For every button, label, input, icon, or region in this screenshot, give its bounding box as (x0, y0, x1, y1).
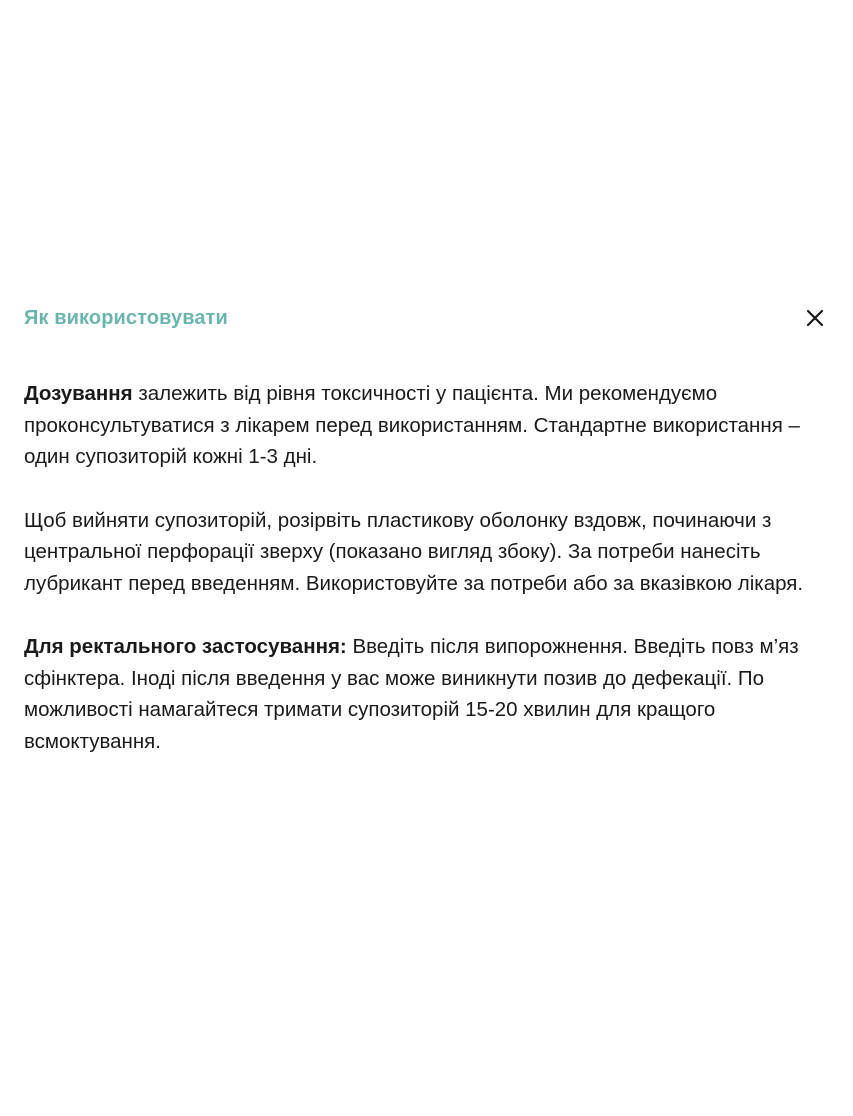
dosage-text: залежить від рівня токсичності у пацієнта. Ми рекомендуємо проконсультуватися з лікарем перед використанням. Стандартне використання – один супозиторій кожні 1-3 дні. (24, 382, 800, 468)
removal-text: Щоб вийняти супозиторій, розірвіть пластикову оболонку вздовж, починаючи з центральної перфорації зверху (показано вигляд збоку). За потреби нанесіть лубрикант перед введенням. Використовуйте за потреби або за вказівкою лікаря. (24, 508, 804, 595)
rectal-use-paragraph (24, 631, 831, 757)
close-button[interactable] (801, 304, 829, 332)
dosage-heading: Дозування (24, 382, 133, 405)
rectal-use-text: Введіть після випорожнення. Введіть повз м’яз сфінктера. Іноді після введення у вас може виникнути позив до дефекації. По можливості намагайтеся тримати супозиторій 15-20 хвилин для кращого всмоктування. (24, 635, 799, 753)
modal-body (24, 378, 831, 789)
removal-paragraph (24, 505, 831, 600)
dosage-paragraph (24, 378, 831, 473)
close-icon (806, 309, 824, 327)
rectal-use-heading: Для ректального застосування: (24, 635, 347, 658)
modal-header (24, 300, 829, 336)
modal-title: Як використовувати (24, 306, 228, 329)
